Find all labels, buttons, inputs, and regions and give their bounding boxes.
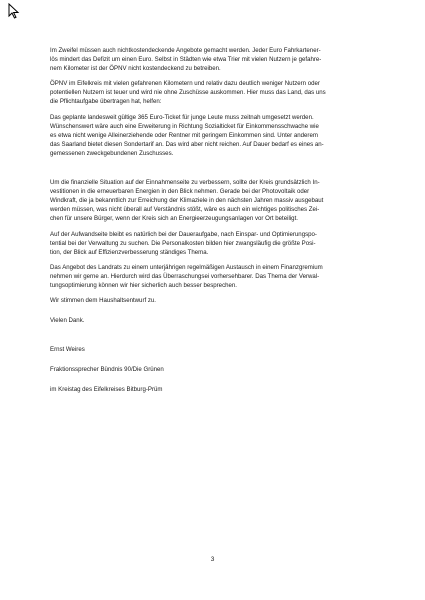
paragraph-finance-committee: Das Angebot des Landrats zu einem unterjährigen regelmäßigen Austausch in einem Finanzgremium nehmen wir gerne an. Hierdurch wird das Überraschungsei vorhersehbarer. Das Thema der Verwal- tungsoptimierung können wir hier sicherlich auch besser besprechen.	[50, 263, 323, 289]
page-number: 3	[210, 556, 215, 563]
signature-name: Ernst Weires	[50, 346, 85, 354]
paragraph-365-euro-ticket: Das geplante landesweit gültige 365 Euro-Ticket für junge Leute muss zeitnah umgesetzt werden. Wünschenswert wäre auch eine Erweiterung in Richtung Sozialticket für Einkommensschwache wie es etwa nicht wenige Alleinerziehende oder Rentner mit geringem Einkommen sind. Unter anderem das Saarland bietet diesen Sondertarif an. Das wird aber nicht reichen. Auf Dauer bedarf es eines an- gemessenen zweckgebundenen Zuschusses.	[50, 113, 324, 157]
closing-statement: Wir stimmen dem Haushaltsentwurf zu.	[50, 297, 156, 305]
mouse-pointer-icon	[8, 3, 20, 19]
paragraph-administration-costs: Auf der Aufwandseite bleibt es natürlich bei der Daueraufgabe, nach Einspar- und Optimierungspo- tential bei der Verwaltung zu suchen. Die Personalkosten bilden hier zwangsläufig die größte Posi- tion, der Blick auf Effizienzverbesserung ständiges Thema.	[50, 230, 317, 256]
signature-organization: im Kreistag des Eifelkreises Bitburg-Prüm	[50, 386, 163, 394]
paragraph-fare-deficit: Im Zweifel müssen auch nichtkostendeckende Angebote gemacht werden. Jeder Euro Fahrkartener- lös mindert das Defizit um einen Euro. Selbst in Städten wie etwa Trier mit vielen Nutzern je gefahre- nem Kilometer ist der ÖPNV nicht kostendeckend zu betreiben.	[50, 47, 322, 73]
signature-role: Fraktionssprecher Bündnis 90/Die Grünen	[50, 366, 164, 374]
paragraph-renewable-energy: Um die finanzielle Situation auf der Einnahmenseite zu verbessern, sollte der Kreis grundsätzlich In- vestitionen in die erneuerbaren Energien in den Blick nehmen. Gerade bei der Photovoltaik oder Windkraft, die ja bekanntlich zur Erreichung der Klimaziele in den nächsten Jahren massiv ausgebaut werden müssen, was nicht überall auf Verständnis stößt, wäre es auch ein wichtiges politisches Zei- chen für unsere Bürger, wenn der Kreis sich an Energieerzeugungsanlagen vor Ort beteiligt.	[50, 179, 324, 223]
document-body	[50, 46, 380, 406]
paragraph-oepnv-costs: ÖPNV im Eifelkreis mit vielen gefahrenen Kilometern und relativ dazu deutlich weniger Nutzern oder potentiellen Nutzern ist teuer und wird nie ohne Zuschüsse auskommen. Hier muss das Land, das uns die Pflichtaufgabe übertragen hat, helfen:	[50, 80, 326, 106]
thanks-line: Vielen Dank.	[50, 317, 85, 325]
